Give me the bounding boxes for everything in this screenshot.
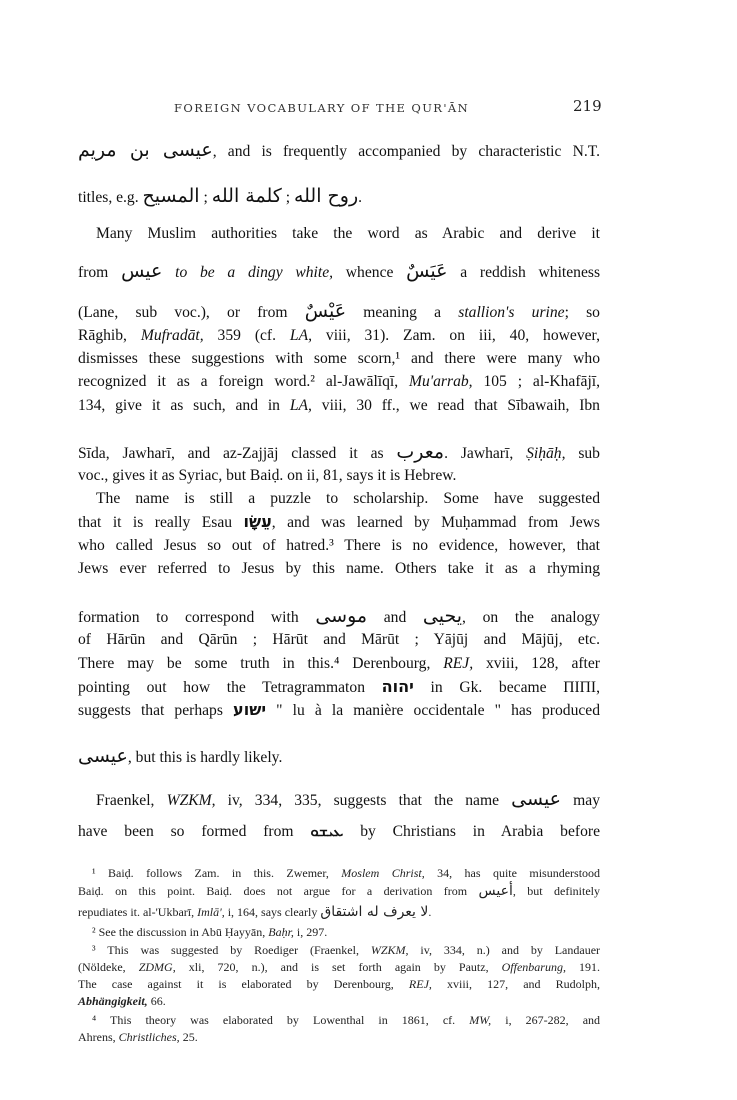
text-line: recognized it as a foreign word.² al-Jawālīqī, Mu'arrab, 105 ; al-Khafājī, (78, 373, 601, 390)
footnote-line: Abhängigkeit, 66. (78, 994, 166, 1008)
footnote-line: ² See the discussion in Abū Ḥayyān, Baḥr, i, 297. (92, 925, 328, 939)
text-line: suggests that perhaps ישוע " lu à la manière occidentale " has produced (78, 700, 600, 719)
footnote-line: repudiates it. al-'Ukbarī, Imlā', i, 164, says clearly لا يعرف له اشتقاق. (78, 904, 432, 920)
text-line: that it is really Esau עֵשָׂו, and was learned by Muḥammad from Jews (78, 512, 601, 531)
footnote-line: Baiḍ. on this point. Baiḍ. does not argue for a derivation from أعيس, but definitely (78, 883, 601, 899)
running-header: FOREIGN VOCABULARY OF THE QUR'ĀN (174, 101, 470, 115)
footnote-line: The case against it is elaborated by Derenbourg, REJ, xviii, 127, and Rudolph, (78, 977, 601, 991)
text-line: who called Jesus so out of hatred.³ There is no evidence, however, that (78, 537, 600, 554)
text-line: formation to correspond with موسى and يحيى, on the analogy (78, 605, 600, 627)
footnote-line: ³ This was suggested by Roediger (Fraenkel, WZKM, iv, 334, n.) and by Landauer (92, 943, 601, 957)
footnote-line: ¹ Baiḍ. follows Zam. in this. Zwemer, Moslem Christ, 34, has quite misunderstood (92, 866, 601, 880)
text-line: titles, e.g. المسيح ; كلمة الله ; روح الله. (78, 185, 363, 207)
footnote-line: ⁴ This theory was elaborated by Lowenthal in 1861, cf. MW, i, 267-282, and (92, 1013, 601, 1027)
text-line: Sīda, Jawharī, and az-Zajjāj classed it as معرب. Jawharī, Ṣiḥāḥ, sub (78, 441, 600, 463)
text-line: Many Muslim authorities take the word as Arabic and derive it (96, 225, 600, 242)
footnote-line: Ahrens, Christliches, 25. (78, 1030, 198, 1044)
text-line: (Lane, sub voc.), or from عَيْسٌ meaning a stallion's urine; so (78, 300, 600, 322)
text-line: There may be some truth in this.⁴ Derenbourg, REJ, xviii, 128, after (78, 655, 600, 672)
text-line: pointing out how the Tetragrammaton יהוה in Gk. became ΠΙΠΙ, (78, 677, 601, 696)
text-line: Fraenkel, WZKM, iv, 334, 335, suggests that the name عيسى may (96, 788, 600, 810)
text-line: of Hārūn and Qārūn ; Hārūt and Mārūt ; Yājūj and Mājūj, etc. (78, 631, 600, 648)
text-line: have been so formed from ܥܝܫܘ by Christians in Arabia before (78, 822, 600, 840)
text-line: عيسى, but this is hardly likely. (78, 745, 283, 767)
text-line: dismisses these suggestions with some scorn,¹ and there were many who (78, 350, 600, 367)
text-line: عيسى بن مريم, and is frequently accompanied by characteristic N.T. (78, 139, 600, 161)
text-line: voc., gives it as Syriac, but Baiḍ. on ii, 81, says it is Hebrew. (78, 467, 457, 484)
page-number: 219 (573, 97, 602, 115)
text-line: Jews ever referred to Jesus by this name. Others take it as a rhyming (78, 560, 600, 577)
text-line: The name is still a puzzle to scholarship. Some have suggested (96, 490, 600, 507)
footnote-line: (Nöldeke, ZDMG, xli, 720, n.), and is set forth again by Pautz, Offenbarung, 191. (78, 960, 601, 974)
text-line: Rāghib, Mufradāt, 359 (cf. LA, viii, 31). Zam. on iii, 40, however, (78, 327, 601, 344)
text-line: from عيس to be a dingy white, whence عَيَسٌ a reddish whiteness (78, 260, 601, 282)
text-line: 134, give it as such, and in LA, viii, 30 ff., we read that Sībawaih, Ibn (78, 397, 600, 414)
